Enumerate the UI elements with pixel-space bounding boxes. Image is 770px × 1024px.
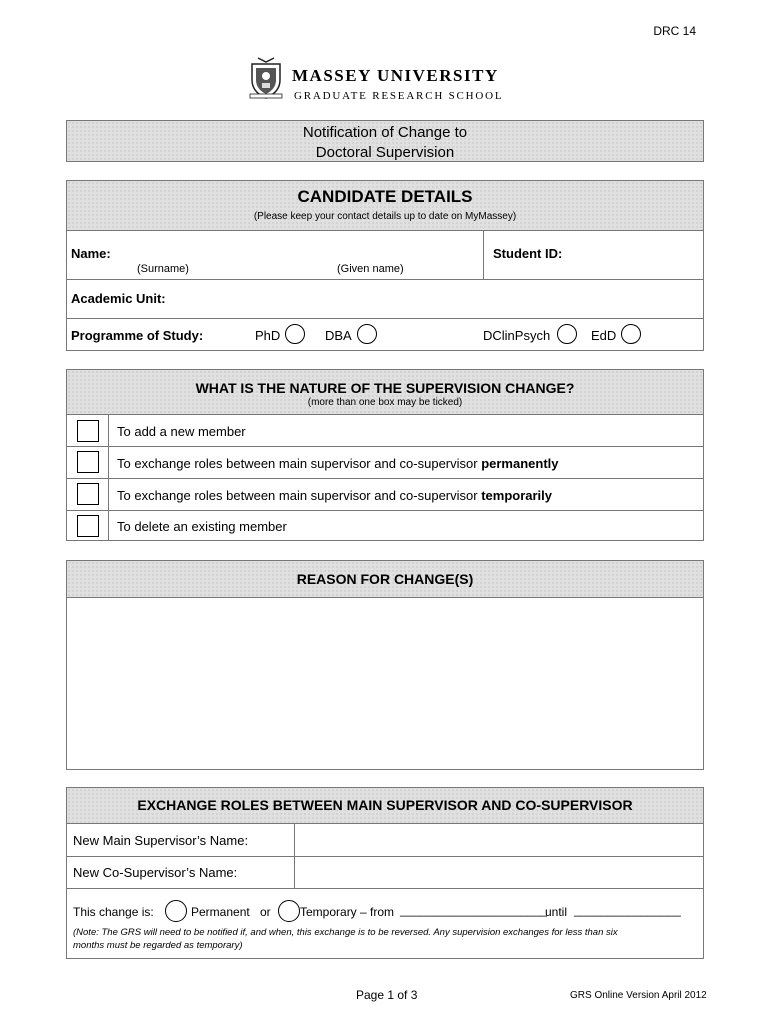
nature-of-change-heading: WHAT IS THE NATURE OF THE SUPERVISION CHANGE?	[195, 380, 575, 396]
name-label: Name:	[71, 246, 111, 261]
option-delete-member-checkbox[interactable]	[77, 515, 99, 537]
candidate-details-heading: CANDIDATE DETAILS	[297, 187, 473, 206]
option-exchange-permanent-label: To exchange roles between main supervisor and co-supervisor permanently	[117, 456, 559, 471]
exchange-roles-section	[66, 787, 704, 959]
new-main-supervisor-label: New Main Supervisor’s Name:	[73, 833, 249, 848]
option-add-member-checkbox[interactable]	[77, 420, 99, 442]
candidate-details-section	[66, 180, 704, 351]
nature-of-change-section	[66, 369, 704, 541]
form-title	[66, 120, 704, 162]
university-crest-icon	[248, 56, 284, 100]
option-delete-member-label: To delete an existing member	[117, 519, 287, 534]
from-date-field[interactable]: ______________________	[400, 903, 547, 917]
temporary-from-label: Temporary – from	[300, 905, 395, 919]
permanent-radio[interactable]	[165, 900, 187, 922]
temporary-radio[interactable]	[278, 900, 300, 922]
programme-edd-label: EdD	[591, 328, 617, 343]
nature-of-change-note: (more than one box may be ticked)	[307, 397, 463, 408]
massey-logo	[248, 56, 528, 106]
form-title-line1: Notification of Change to	[302, 124, 468, 141]
candidate-details-header	[67, 181, 703, 231]
programme-dba-radio[interactable]	[357, 324, 377, 344]
programme-label: Programme of Study:	[71, 328, 204, 343]
or-label: or	[260, 905, 271, 919]
form-code: DRC 14	[653, 24, 696, 38]
name-field[interactable]	[67, 231, 484, 279]
exchange-note	[73, 926, 697, 952]
option-exchange-temporary-checkbox[interactable]	[77, 483, 99, 505]
row-divider	[67, 888, 703, 889]
exchange-note-line2: months must be regarded as temporary)	[73, 940, 243, 951]
option-exchange-temporary-label: To exchange roles between main supervisor and co-supervisor temporarily	[117, 488, 553, 503]
new-co-supervisor-label: New Co-Supervisor’s Name:	[73, 865, 238, 880]
reason-heading: REASON FOR CHANGE(S)	[296, 571, 474, 587]
page-number: Page 1 of 3	[356, 988, 418, 1002]
reason-header	[67, 561, 703, 598]
row-divider	[67, 446, 703, 447]
form-title-line2: Doctoral Supervision	[315, 144, 455, 161]
row-divider	[67, 318, 703, 319]
candidate-details-note: (Please keep your contact details up to date on MyMassey)	[253, 211, 517, 222]
university-name: MASSEY UNIVERSITY	[292, 66, 499, 85]
nature-of-change-header	[67, 370, 703, 415]
programme-phd-radio[interactable]	[285, 324, 305, 344]
reason-section	[66, 560, 704, 770]
surname-hint: (Surname)	[137, 263, 189, 275]
exchange-roles-heading: EXCHANGE ROLES BETWEEN MAIN SUPERVISOR AND CO-SUPERVISOR	[137, 797, 633, 813]
exchange-note-line1: (Note: The GRS will need to be notified if, and when, this exchange is to be reversed. Any supervision exchanges for less than six	[73, 927, 618, 938]
this-change-label: This change is:	[73, 905, 154, 919]
student-id-label: Student ID:	[493, 246, 563, 261]
given-name-hint: (Given name)	[337, 263, 404, 275]
permanent-label: Permanent	[191, 905, 250, 919]
academic-unit-label: Academic Unit:	[71, 291, 166, 306]
new-co-supervisor-field[interactable]	[294, 857, 703, 888]
option-add-member-label: To add a new member	[117, 424, 246, 439]
reason-textarea[interactable]	[67, 598, 703, 769]
version-label: GRS Online Version April 2012	[570, 990, 707, 1001]
school-name: GRADUATE RESEARCH SCHOOL	[294, 90, 504, 102]
until-date-field[interactable]: ________________	[574, 903, 681, 917]
until-label: until	[545, 905, 568, 919]
exchange-roles-header	[67, 788, 703, 824]
row-divider	[67, 478, 703, 479]
new-main-supervisor-field[interactable]	[294, 824, 703, 856]
programme-dclinpsych-label: DClinPsych	[483, 328, 551, 343]
programme-phd-label: PhD	[255, 328, 281, 343]
programme-dba-label: DBA	[325, 328, 352, 343]
row-divider	[67, 510, 703, 511]
option-exchange-permanent-checkbox[interactable]	[77, 451, 99, 473]
programme-dclinpsych-radio[interactable]	[557, 324, 577, 344]
programme-edd-radio[interactable]	[621, 324, 641, 344]
